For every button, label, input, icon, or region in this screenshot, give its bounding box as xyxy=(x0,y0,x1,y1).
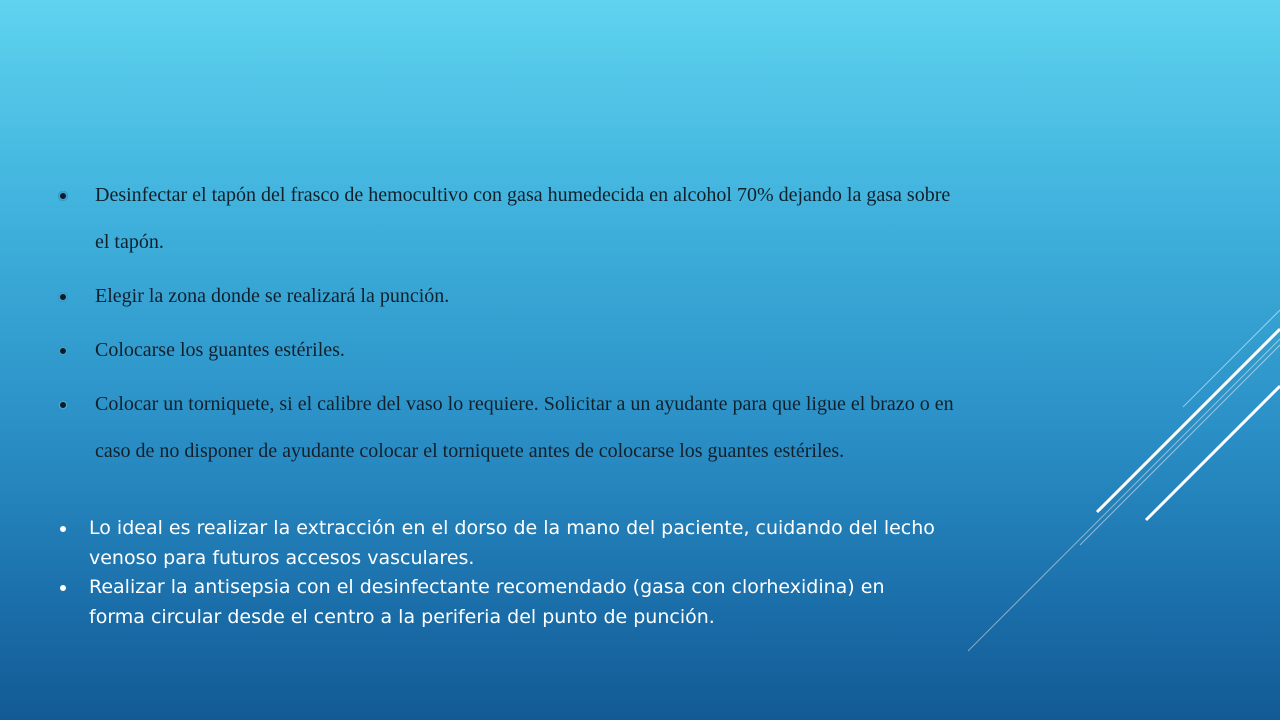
bullet-icon xyxy=(58,292,68,302)
notes-list xyxy=(60,514,940,632)
step-text: Elegir la zona donde se realizará la punción. xyxy=(95,285,450,307)
step-item xyxy=(55,327,955,374)
note-item xyxy=(60,514,940,573)
step-item xyxy=(55,273,955,320)
note-text: Lo ideal es realizar la extracción en el dorso de la mano del paciente, cuidando del lecho venoso para futuros accesos vasculares. xyxy=(89,517,935,569)
deco-line-4 xyxy=(1080,345,1280,545)
deco-line-3 xyxy=(1183,310,1280,407)
step-item xyxy=(55,381,955,475)
bullet-icon xyxy=(58,191,68,201)
bullet-icon xyxy=(58,400,68,410)
note-text: Realizar la antisepsia con el desinfectante recomendado (gasa con clorhexidina) en forma circular desde el centro a la periferia del punto de punción. xyxy=(89,576,885,628)
step-text: Colocar un torniquete, si el calibre del vaso lo requiere. Solicitar a un ayudante para que ligue el brazo o en caso de no disponer de ayudante colocar el torniquete antes de colocarse los guantes estériles. xyxy=(95,393,954,462)
bullet-icon xyxy=(58,346,68,356)
deco-line-5 xyxy=(968,339,1280,651)
step-text: Colocarse los guantes estériles. xyxy=(95,339,345,361)
bullet-icon xyxy=(60,526,66,532)
step-item xyxy=(55,172,955,266)
deco-line-1 xyxy=(1097,329,1280,512)
bullet-icon xyxy=(60,585,66,591)
note-item xyxy=(60,573,940,632)
step-text: Desinfectar el tapón del frasco de hemocultivo con gasa humedecida en alcohol 70% dejando la gasa sobre el tapón. xyxy=(95,184,951,253)
procedure-steps-list xyxy=(55,172,955,482)
